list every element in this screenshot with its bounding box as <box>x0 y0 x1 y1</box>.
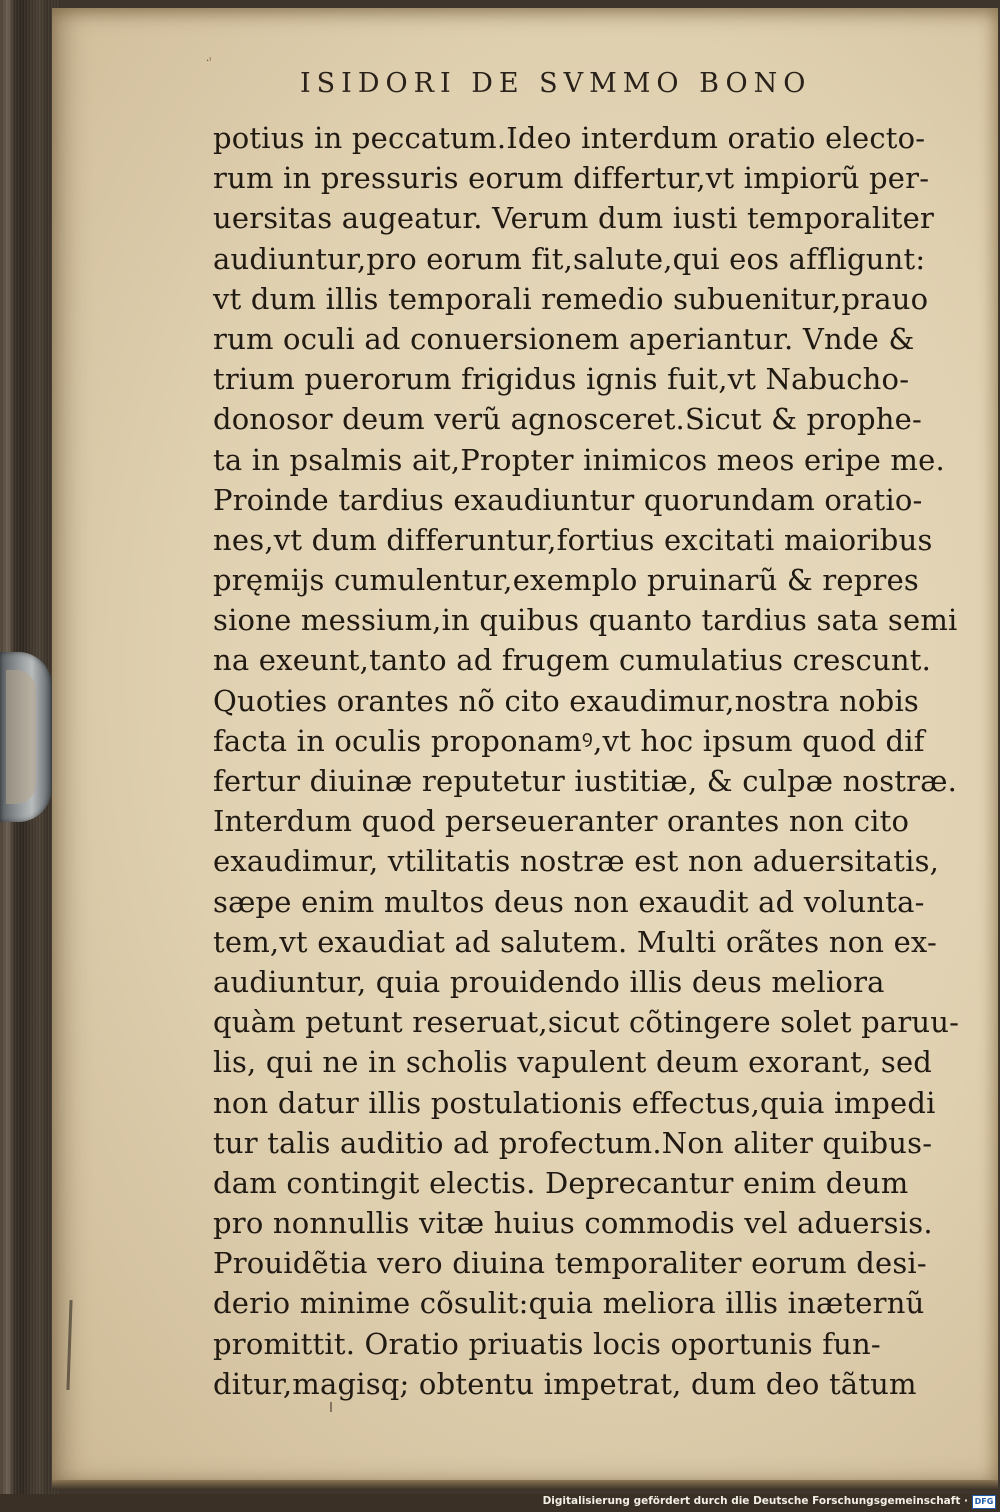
text-line: exaudimur, vtilitatis nostræ est non aduersitatis, <box>213 844 940 879</box>
text-line: pro nonnullis vitæ huius commodis vel aduersis. <box>213 1206 933 1241</box>
text-line: uersitas augeatur. Verum dum iusti temporaliter <box>213 201 935 236</box>
text-line: ditur,magisq; obtentu impetrat, dum deo tãtum <box>213 1366 917 1401</box>
text-line: audiuntur, quia prouidendo illis deus meliora <box>213 964 885 999</box>
bottom-tick-mark <box>330 1402 332 1412</box>
digitization-credit: Digitalisierung gefördert durch die Deutsche Forschungsgemeinschaft · <box>542 1495 968 1507</box>
text-line: lis, qui ne in scholis vapulent deum exorant, sed <box>213 1045 933 1080</box>
text-line: quàm petunt reseruat,sicut cõtingere solet paruu- <box>213 1005 960 1040</box>
text-line: potius in peccatum.Ideo interdum oratio electo- <box>213 121 926 155</box>
text-line: sæpe enim multos deus non exaudit ad volunta- <box>213 884 925 919</box>
body-text <box>213 118 960 1404</box>
text-line: audiuntur,pro eorum fit,salute,qui eos affligunt: <box>213 241 926 276</box>
text-line: Quoties orantes nõ cito exaudimur,nostra nobis <box>213 683 920 718</box>
dfg-logo: DFG <box>972 1495 996 1509</box>
text-line: ta in psalmis ait,Propter inimicos meos eripe me. <box>213 442 945 477</box>
text-line: promittit. Oratio priuatis locis oportunis fun- <box>213 1326 881 1361</box>
text-line: rum oculi ad conuersionem aperiantur. Vnde & <box>213 321 915 356</box>
text-line: Proinde tardius exaudiuntur quorundam oratio- <box>213 482 923 517</box>
text-line: pręmijs cumulentur,exemplo pruinarũ & repres <box>213 563 920 598</box>
text-line: trium puerorum frigidus ignis fuit,vt Nabucho- <box>213 362 910 397</box>
text-line: non datur illis postulationis effectus,quia impedi <box>213 1085 936 1120</box>
text-line: derio minime cõsulit:quia meliora illis inæternũ <box>213 1286 925 1321</box>
page-bottom-shadow <box>52 1480 998 1490</box>
text-line: Prouidẽtia vero diuina temporaliter eorum desi- <box>213 1246 927 1281</box>
running-head: ISIDORI DE SVMMO BONO <box>300 68 812 99</box>
ink-speck: ·ᶦ <box>206 56 212 67</box>
text-line: nes,vt dum differuntur,fortius excitati maioribus <box>213 522 933 557</box>
text-line: vt dum illis temporali remedio subuenitur,prauo <box>213 281 929 316</box>
text-line: tem,vt exaudiat ad salutem. Multi orãtes non ex- <box>213 924 937 959</box>
text-line: donosor deum verũ agnosceret.Sicut & prophe- <box>213 402 923 437</box>
text-line: tur talis auditio ad profectum.Non aliter quibus- <box>213 1125 933 1160</box>
text-line: Interdum quod perseueranter orantes non cito <box>213 804 910 839</box>
clasp-opening <box>6 670 36 804</box>
text-line: na exeunt,tanto ad frugem cumulatius crescunt. <box>213 643 932 678</box>
text-line: fertur diuinæ reputetur iustitiæ, & culpæ nostræ. <box>213 764 958 798</box>
book-clasp <box>0 652 52 822</box>
text-line: dam contingit electis. Deprecantur enim deum <box>213 1165 909 1200</box>
credit-text: Digitalisierung gefördert durch die Deutsche Forschungsgemeinschaft <box>542 1495 961 1507</box>
text-line: rum in pressuris eorum differtur,vt impiorũ per- <box>213 161 930 196</box>
text-line: facta in oculis proponamꝰ,vt hoc ipsum quod dif <box>213 723 925 758</box>
text-line: sione messium,in quibus quanto tardius sata semi <box>213 603 958 638</box>
